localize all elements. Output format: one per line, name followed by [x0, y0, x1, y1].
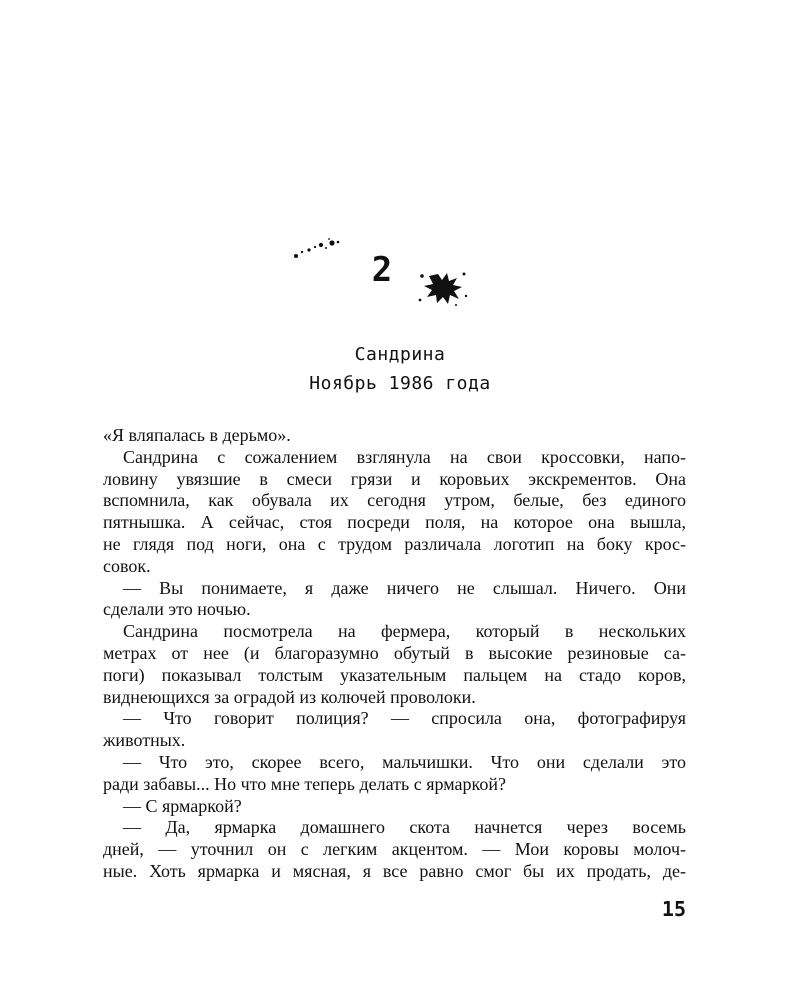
text-line: — Да, ярмарка домашнего скота начнется через восемь [123, 817, 686, 838]
text-line: поги) показывал толстым указательным пальцем на стадо коров, [103, 664, 686, 685]
text-line: виднеющихся за оградой из колючей проволоки. [103, 686, 476, 707]
ink-splatter-left-icon [288, 234, 348, 264]
chapter-number: 2 [371, 250, 393, 290]
ink-splatter-right-icon [414, 264, 470, 308]
text-line: ради забавы... Но что мне теперь делать с ярмаркой? [103, 773, 506, 794]
body-text [103, 425, 686, 883]
chapter-date: Ноябрь 1986 года [309, 373, 491, 394]
text-line: не глядя под ноги, она с трудом различала логотип на боку крос- [103, 533, 686, 554]
text-line: животных. [103, 730, 186, 751]
chapter-character-name: Сандрина [354, 344, 446, 365]
text-line: ные. Хоть ярмарка и мясная, я все равно смог бы их продать, де- [103, 860, 686, 881]
text-line: ловину увязшие в смеси грязи и коровьих экскрементов. Она [103, 468, 686, 489]
text-line: сделали это ночью. [103, 599, 251, 620]
text-line: дней, — уточнил он с легким акцентом. — Мои коровы молоч- [103, 839, 686, 860]
text-line: Сандрина с сожалением взглянула на свои кроссовки, напо- [123, 446, 686, 467]
text-line: пятнышка. А сейчас, стоя посреди поля, на которое она вышла, [103, 512, 686, 533]
chapter-heading [200, 340, 600, 398]
text-line: — Что говорит полиция? — спросила она, фотографируя [123, 708, 686, 729]
text-line: метрах от нее (и благоразумно обутый в высокие резиновые са- [103, 642, 686, 663]
text-line: «Я вляпалась в дерьмо». [103, 425, 291, 445]
text-line: — Что это, скорее всего, мальчишки. Что они сделали это [123, 751, 686, 772]
text-line: Сандрина посмотрела на фермера, который в нескольких [123, 621, 686, 642]
page-number: 15 [661, 897, 686, 921]
text-line: совок. [103, 555, 151, 576]
text-line: вспомнила, как обувала их сегодня утром, белые, без единого [103, 490, 686, 511]
text-line: — Вы понимаете, я даже ничего не слышал. Ничего. Они [123, 577, 686, 598]
text-line: — С ярмаркой? [123, 795, 242, 816]
